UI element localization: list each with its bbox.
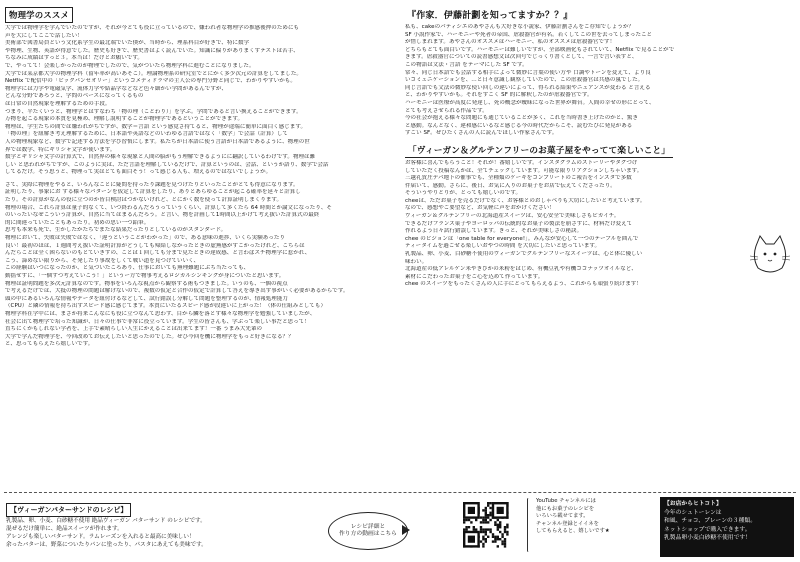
text-line: ティータイムを過ごせる楽しいおやつの時間 を大切にしたいと思っています。 bbox=[405, 243, 601, 250]
text-line: 物理学には力学や電磁気学、流体力学や結晶学などなど色々細かい学問があるんですが、 bbox=[5, 85, 228, 92]
text-line: 社会に出て物理学で培った知識が、日々の仕事で非常に役立っています。学生の皆さんも、学ぶって楽しい事だと思って！ bbox=[5, 318, 310, 325]
text-line: 私も、cakeのパティシエのあやさんも大好きな小説家、伊藤計劃さんをご存知でしょうか？ bbox=[405, 24, 634, 30]
text-line: 味わい。 bbox=[405, 258, 428, 265]
text-line: chee のスイーツをもったくさんの人に手にとってもらえるよう、これからも頑張り続けます！ bbox=[405, 281, 642, 288]
recipe-title: 【ヴィーガンバターサンドのレシピ】 bbox=[6, 503, 131, 517]
bubble-line: レシピ詳細と bbox=[350, 523, 386, 530]
text-line: 物理は証明問題を多次元計算なのです。物事をいろんな視点から観察する術もつきました。いうのも、一個の視点 bbox=[5, 280, 288, 287]
text-line: 万物を起こる現象の本質を見極め、理解し説明することが物理学であるということができます。 bbox=[5, 116, 243, 123]
text-line: すごい SF。ぜひたくさんの人に読んでほしい作家さんです。 bbox=[405, 130, 558, 137]
text-line: していただく投稿なんかは、全てチェックしています。可能な限りリアクションしちゃいます。 bbox=[405, 167, 643, 174]
text-line: つまり、平たくいうと、物理学とはすなわち「物の理（ことわり）」を学ぶ。学問であると言い換えることができます。 bbox=[5, 108, 302, 115]
physics-body-2 bbox=[5, 182, 397, 349]
text-line: 大学では某京都大学の物理学科（留年率が高いあそこ）。理論物理系の研究室でとにかく多少次元の計算をしてました。 bbox=[5, 70, 302, 77]
recipe-line: 余ったバターは、野菜についたりパンに塗ったり、パスタにあえても美味です。 bbox=[6, 542, 207, 548]
youtube-note bbox=[536, 498, 646, 536]
text-line: 動揺せずに、「一個ずつ考えていこう！」というー方で物事考えるロジカルシンキングが身についたと思います。 bbox=[5, 273, 285, 279]
text-line: （CPU）と隣の情報を持ち出すスピード感に感じてます。本質にいたるスピード感が段違いに上がった！（体の仕組みとしても） bbox=[5, 303, 327, 310]
physics-column bbox=[5, 3, 397, 490]
text-line: しい と思われがちですが、このように実は、ただ言語を理解しているだけで、計算というのは、会話、というか語り、数学で会話 bbox=[5, 161, 329, 168]
text-line: この物語は文法・言語 をテーマにした SF です。 bbox=[405, 61, 528, 68]
text-line: と感動。なんとなく、違和感にいるなと感じる今の時代だからこそ、読むたびに発見がある bbox=[405, 122, 633, 129]
text-line: 素材にこだわったお菓子をご心を込めて作っています。 bbox=[405, 273, 544, 280]
text-line: 人の物理現象など、数学で記述する方法を学び習慣にします。私たちが日本語に使う言語が日本語であるように、物理の世 bbox=[5, 138, 310, 145]
bottom-section bbox=[0, 492, 800, 562]
text-line: や物理、生物、英語が得意でした。歴史も好きで、歴史書はよく読んでいた。知識に偏りがありまくすテストは苦手、 bbox=[5, 47, 299, 54]
text-line: どんな分野であろうと、学問のベースになってくるもの bbox=[5, 93, 144, 100]
text-line: ちなみに成績はずっと３。本当は！だけとお願いです。 bbox=[5, 55, 143, 62]
text-line: が惜しまれます。あやさんのオススメはハーモニー、私のオススメは虐殺器官です！ bbox=[405, 39, 616, 46]
text-line: 物理は、学生たちの間では嫌われがちですが、数学＝言語 という感覚さ持てると、物理が途端に簡単に面白く感じます。 bbox=[5, 123, 307, 130]
text-line: 「物の理」を紐解き考え理解するために、日本語や英語などのいわゆる言語ではなく「数学」で会話（計算）して bbox=[5, 131, 289, 138]
text-line: 物理学科在学中には、まさか将来こんなにも役に立つなんて思わず、目から鱗を落とす様々な物理学を勉強していましたが、 bbox=[5, 310, 316, 317]
youtube-line: してもらえると、嬉しいです★ bbox=[536, 528, 610, 535]
text-line: できるだけフランス菓子やヨーロッパの伝統的なお菓子の製法を崩さずに、材料だけ変えて bbox=[405, 220, 633, 227]
shop-title: 【お店からヒトコト】 bbox=[664, 501, 722, 507]
youtube-line: 他にもお菓子のレシピを bbox=[536, 505, 595, 512]
text-line: 思考も本来も死で、生かしたかたちでまたな結果だったりとしているのがスタンダード。 bbox=[5, 227, 227, 234]
text-line: 北海道産の低アレルゲン米やきびかの米粉をはじめ、有機豆乳や有機ココナッツオイルなど、 bbox=[405, 266, 637, 273]
text-line: 頭の中にあるいろんな情報やデータを紐付けるなどして、試行錯誤し分解して問題を整理するのが、情報処理能力 bbox=[5, 295, 288, 302]
text-line: そういうやりとりが、とっても嬉しいのです。 bbox=[405, 190, 522, 197]
text-line: きます。虐殺器官についての読書感想文は次回号でじっくり書くとして、一言で言い表すと、 bbox=[405, 54, 638, 61]
mascot-cat-illustration bbox=[748, 232, 792, 278]
text-line: で考えるだけでは、大抵の物理の問題は解けないので、複数の仮定と合作の仮定で計算して答えを導き出す事がいく必要があるからです。 bbox=[5, 288, 349, 295]
text-line: 物理の場合、これら計算は量子的なくて、いつ終わるんだろうっていうくらい、計算して多くたら 64 時間とか論文になったり、そ bbox=[5, 204, 332, 211]
author-body bbox=[405, 24, 797, 138]
text-line: 三越礼賀庄デパ地下の催事でも、全種類のケーキをコンプリートのご報告をインスタで多数 bbox=[405, 175, 632, 182]
recipe-line: 乳製品、卵、小麦、白砂糖不使用 絶品ヴィーガン バターサンド のレシピです。 bbox=[6, 518, 206, 524]
text-line: Netflix で配信中の「ビックバンセオリー」というコメディドラマの主人公の専門分野と同じで、わかりやすいかも。 bbox=[5, 78, 296, 85]
recipe-section bbox=[6, 497, 336, 549]
text-line: 大学で学んだ物理学を、今回改めてお伝えしたいと思ったのでした。ぜひ今回を機に物理学をもっと好きになる？？ bbox=[5, 333, 294, 340]
right-column bbox=[405, 3, 797, 490]
text-line: 常々、同じ日本語でも会話する相手によって微妙に言葉の使い方や 口調やトーンを変えて、より良 bbox=[405, 69, 651, 76]
text-line: 美術部で図書局員という文化系学生の最北端でいた僕が、当時から、理系科目が好きで、特に数学 bbox=[5, 40, 250, 47]
text-line: は日常の自然現象を理解するための手段。 bbox=[5, 100, 111, 107]
recipe-line: 混ぜるだけ簡単に、絶品スイーツが作れます。 bbox=[6, 526, 123, 532]
text-line: 乳製品、卵、小麦、白砂糖不使用のヴィーガンでグルテンフリーなスイーツは、心と体に優しい bbox=[405, 251, 643, 258]
shop-line: 和風、チョコ、プレーンの３種類。 bbox=[664, 518, 756, 525]
text-line: んだらことは全く困らないのもとていきずの、ことは１回しても分まで見たときの達成感、と言わばスチ物理学に惹かれ、 bbox=[5, 250, 311, 257]
text-line: 証明したり、事象にお する様々なパターンを仮定して計算をしたり、ありとあらゆることが起こる確率を延々と計算し bbox=[5, 189, 301, 196]
text-line: この経験はいつになったのか、と気づいたころあり、仕事においても無理難題にぶち当たっても、 bbox=[5, 265, 250, 272]
text-line: ヴィーガン＆グルテンフリーの北海道産スイーツは、安心安全で美味しさもピカイチ。 bbox=[405, 213, 620, 220]
recipe-video-speech-bubble bbox=[328, 512, 408, 550]
text-line: と、思ってもらえたら嬉しいです。 bbox=[5, 341, 94, 348]
shop-line: ネットショップで購入できます。 bbox=[664, 526, 751, 533]
text-line: お客様に喜んでもらうこと！それが！番嬉しいです。インスタグラムのストーリーやタグづけ bbox=[405, 159, 638, 166]
text-line: 同じ言語でも文法の微妙な使い回しの違いによって、得られる結果やニュアンスが変わる と言える bbox=[405, 84, 651, 91]
bubble-line: 作り方の動画はこちら bbox=[339, 531, 397, 537]
section-divider bbox=[4, 492, 796, 494]
shop-message-box bbox=[660, 497, 794, 557]
youtube-frame bbox=[527, 498, 530, 552]
text-line: こう、諦めない限りから、そ発したり事故をしくて戦い道を見つけていいく、 bbox=[5, 257, 200, 264]
author-title: 『作家．伊藤計劃を知ってますか？？』 bbox=[407, 11, 573, 21]
vegan-shop-body bbox=[405, 160, 797, 289]
vegan-shop-title: 「ヴィーガン＆グルテンフリーのお菓子屋をやってて楽しいこと」 bbox=[405, 143, 673, 158]
physics-title: 物理学のススメ bbox=[5, 7, 73, 23]
text-line: と、わかりやすいかも。それをすごく SF 的に解釈したのが虐殺器官です。 bbox=[405, 92, 593, 99]
text-line: SF 小説作家で、ハーモニーや死者の帝国、虐殺器官が有名。若くしてこの世を去ってしまったこと bbox=[405, 31, 653, 38]
text-line: で、やってて！会楽しかったのが物理でしたので、気がついたら物理学科に進むことになりました。 bbox=[5, 62, 255, 69]
qr-code-icon[interactable] bbox=[455, 500, 515, 550]
text-line: たり。その計算がなんの役に立つのか皆目検討はつかないけれど、とにかく数を使って計算証明しまくります。 bbox=[5, 197, 283, 204]
text-line: してるだけ。そう思うと、物理って実はとても面白そう！って感じる人も、増えるのではないでしょうか。 bbox=[5, 169, 272, 176]
text-line: ハーモニーは医療が高度に発達し、死の概念が曖昧になった世界が舞台。人間の幸せの形にとって、 bbox=[405, 99, 655, 106]
text-line: 的に間違っていたこともあったり。初めの思い一つ鉛筆。 bbox=[5, 219, 150, 226]
text-line: chee のビジョンは「one table for everyone!」。みんなが安心して一つのテーブルを囲んで bbox=[405, 235, 639, 242]
text-line: 直ちにくかもしれない学者を、上手で素晴らしい人生にかえることは出来てます！一番 うまみ大先輩の bbox=[5, 326, 263, 333]
text-line: なので、感想やご要望など、お気軽に声をおかけください！ bbox=[405, 205, 555, 212]
shop-line: 乳製品卵小麦白砂糖不使用です！ bbox=[664, 535, 751, 542]
youtube-line: YouTube チャンネルには bbox=[536, 498, 596, 504]
text-line: 界では数学、特にギリシャ文字が使います。 bbox=[5, 146, 116, 153]
text-line: cheeは、ただお菓子を売るだけでなく、お客様とのおしゃべりも大切にしたいと考えています。 bbox=[405, 197, 646, 204]
text-line: どちらもとても面白いです。ハーモニーは難しいですが、全部映画化もされていて、Netflix で見ることがで bbox=[405, 46, 675, 53]
text-line: さて、実際に物理をやると、いろんなことに疑問を持ったり課題を見つけたりといったことがとても得意になります。 bbox=[5, 181, 299, 188]
text-line: とても考えさせられる作品です。 bbox=[405, 107, 488, 114]
text-line: 今の社会が抱える様々な問題にも通じていることが多く、これを当時書き上げたのかと、驚き bbox=[405, 115, 638, 122]
text-line: 良い！最初のほは、１週間考え抜いた証明計算がどうしても帰結しなかったときの虚無感がすごかったけれど、こちらは bbox=[5, 242, 305, 249]
physics-body-1 bbox=[5, 25, 397, 177]
bubble-tail bbox=[402, 525, 410, 535]
text-line: 声を大にしてここで話したい！ bbox=[5, 32, 83, 39]
text-line: 大学では物理学を学んでいたのですが、それが今とても役に立っているので、嫌われ者な物理学の推感後押のためにも bbox=[5, 25, 300, 31]
text-line: のいったいなぜこういう計算が、自然に当てはまるんだろう。と言い、物を計画して1時間以上かけて考え抜いた計算式の最終 bbox=[5, 212, 320, 219]
text-line: 件届いて、感動。さらに、後日、お気に入りのお菓子をお店で伝えてくださったり。 bbox=[405, 182, 616, 189]
shop-line: 今年のシュトーレンは bbox=[664, 509, 722, 516]
youtube-line: チャンネル登録とイイネを bbox=[536, 520, 599, 527]
text-line: 作れるよう日々試行錯誤しています。きっと、それが美味しさの秘訣。 bbox=[405, 228, 583, 235]
text-line: いコミュニケーションを、…と日々意識し観察していたので、この虐殺器官は共感の嵐でした。 bbox=[405, 77, 644, 84]
youtube-line: いろいろ載せてます。 bbox=[536, 513, 589, 520]
text-line: 数学とギリシャ文字の計算式で、自然界の様々な現象と人間の脳がもう理解できるようにに翻訳しているわけです。物理は難 bbox=[5, 154, 316, 161]
recipe-line: アレンジも楽しいバターサンド。ラムレーズンを入れると最高に美味しい！ bbox=[6, 534, 195, 540]
text-line: 物理において、失敗は失敗ではなく、「違うということがわかった」ので、ある意味の進捗、いくら実験あったり bbox=[5, 235, 285, 242]
